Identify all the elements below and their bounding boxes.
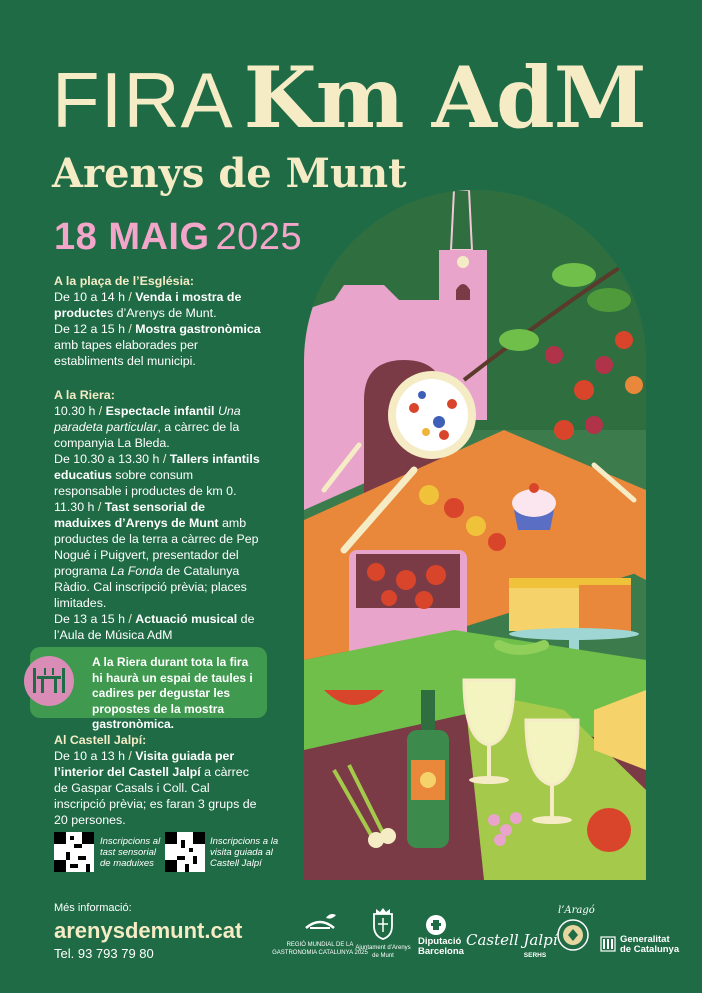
- event-date: [54, 216, 302, 259]
- castell-jalpi-logo: Castell Jalpí: [466, 931, 558, 949]
- schedule-item: De 10 a 13 h / Visita guiada per l’interior del Castell Jalpí a càrrec de Gaspar Casals i Coll. Cal inscripció prèvia; es faran 3 grups de 20 persones.: [54, 749, 257, 827]
- poster-title: [52, 48, 646, 147]
- schedule-item: De 12 a 15 h / Mostra gastronòmica amb tapes elaborades per establiments del municipi.: [54, 322, 261, 368]
- section-heading: Al Castell Jalpí:: [54, 733, 147, 747]
- gastronomia-label: REGIÓ MUNDIAL DE LA GASTRONOMIA CATALUNYA 2025: [272, 942, 368, 956]
- qr-code-tast[interactable]: [54, 832, 94, 872]
- more-info-label: Més informació:: [54, 902, 132, 914]
- date-day-month: 18 MAIG: [54, 216, 210, 258]
- fair-illustration: [304, 190, 646, 880]
- qr-label-tast: Inscripcions al tast sensorial de maduixes: [100, 836, 161, 869]
- section-heading: A la Riera:: [54, 388, 115, 402]
- section-riera: [54, 387, 264, 643]
- arago-emblem-icon: [556, 918, 590, 952]
- website-link[interactable]: arenysdemunt.cat: [54, 918, 243, 943]
- plate-illustration: [388, 371, 476, 459]
- table-chairs-icon: [24, 656, 74, 706]
- arago-label: l’Aragó: [558, 905, 595, 916]
- schedule-item: De 10.30 a 13.30 h / Tallers infantils educatius sobre consum responsable i productes de km 0.: [54, 452, 260, 498]
- schedule-item: De 13 a 15 h / Actuació musical de l’Aula de Música AdM: [54, 612, 255, 642]
- generalitat-icon: [600, 936, 616, 952]
- notice-text: A la Riera durant tota la fira hi haurà un espai de taules i cadires per degustar les propostes de la mostra gastronòmica.: [92, 655, 253, 731]
- title-kmadm: Km AdM: [243, 48, 646, 147]
- ajuntament-shield-icon: [368, 906, 398, 940]
- section-heading: A la plaça de l’Església:: [54, 274, 195, 288]
- notice-box: [30, 647, 267, 731]
- date-year: 2025: [215, 216, 303, 258]
- castell-sub-label: SERHS: [523, 952, 547, 959]
- schedule-item: 10.30 h / Espectacle infantil Una paradeta particular, a càrrec de la companyia La Bleda.: [54, 404, 241, 450]
- schedule-item: De 10 a 14 h / Venda i mostra de productes d’Arenys de Munt.: [54, 290, 242, 320]
- poster-subtitle: Arenys de Munt: [52, 150, 407, 197]
- diputacio-icon: [425, 914, 447, 936]
- diputacio-label: Diputació Barcelona: [418, 936, 464, 957]
- generalitat-label: Generalitat de Catalunya: [620, 934, 680, 955]
- qr-code-visita[interactable]: [165, 832, 205, 872]
- gastronomia-logo: [300, 912, 340, 938]
- section-placa: [54, 273, 264, 369]
- ajuntament-label: Ajuntament d’Arenys de Munt: [355, 945, 411, 959]
- section-castell: [54, 732, 264, 828]
- title-fira: FIRA: [52, 56, 234, 144]
- schedule-item: 11.30 h / Tast sensorial de maduixes d’Arenys de Munt amb productes de la terra a càrrec de Pep Nogué i Puigvert, presentador del programa La Fonda de Catalunya Ràdio. Cal inscripció prèvia; places limitades.: [54, 500, 259, 610]
- phone-number: Tel. 93 793 79 80: [54, 946, 154, 961]
- qr-label-visita: Inscripcions a la visita guiada al Castell Jalpí: [210, 836, 279, 869]
